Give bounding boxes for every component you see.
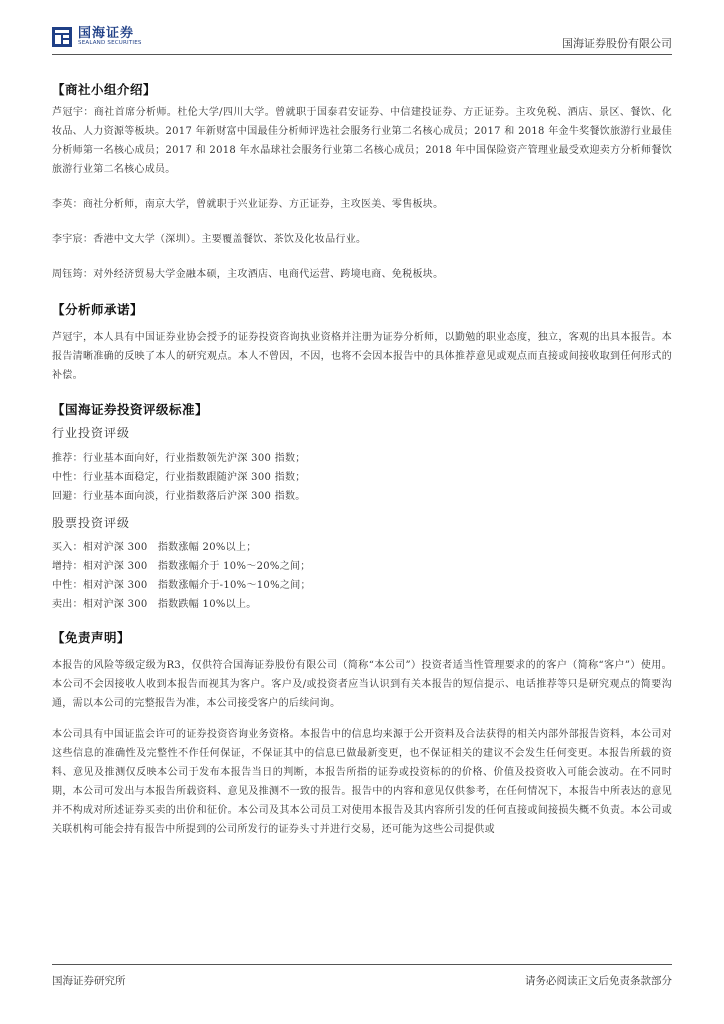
commitment-text: 芦冠宇，本人具有中国证券业协会授予的证券投资咨询执业资格并注册为证券分析师，以勤勉的职业态度，独立，客观的出具本报告。本报告清晰准确的反映了本人的研究观点。本人不曾因，不因，也将不会因本报告中的具体推荐意见或观点而直接或间接收取到任何形式的补偿。 (52, 332, 672, 381)
team-member-bio: 李宇宸：香港中文大学（深圳）。主要覆盖餐饮、茶饮及化妆品行业。 (52, 234, 367, 245)
team-member-bio: 李英：商社分析师，南京大学，曾就职于兴业证券、方正证券，主攻医美、零售板块。 (52, 199, 444, 210)
footer-institute: 国海证券研究所 (52, 975, 126, 987)
footer-disclaimer-note: 请务必阅读正文后免责条款部分 (525, 975, 672, 987)
logo-name-en: SEALAND SECURITIES (78, 40, 142, 47)
stock-rating-heading: 股票投资评级 (52, 516, 131, 530)
stock-rating-item: 增持：相对沪深 300 指数涨幅介于 10%～20%之间； (52, 561, 311, 572)
stock-rating-item: 卖出：相对沪深 300 指数跌幅 10%以上。 (52, 599, 257, 610)
team-section-title: 【商社小组介绍】 (52, 82, 157, 97)
industry-rating-heading: 行业投资评级 (52, 426, 131, 440)
disclaimer-paragraph: 本报告的风险等级定级为R3，仅供符合国海证券股份有限公司（简称“本公司”）投资者适当性管理要求的的客户（简称“客户”）使用。本公司不会因接收人收到本报告而视其为客户。客户及/或投资者应当认识到有关本报告的短信提示、电话推荐等只是研究观点的简要沟通，需以本公司的完整报告为准，本公司接受客户的后续问询。 (52, 660, 672, 709)
disclaimer-paragraph: 本公司具有中国证监会许可的证券投资咨询业务资格。本报告中的信息均来源于公开资料及合法获得的相关内部外部报告资料，本公司对这些信息的准确性及完整性不作任何保证，不保证其中的信息已做最新变更，也不保证相关的建议不会发生任何变更。本报告所载的资料、意见及推测仅反映本公司于发布本报告当日的判断，本报告所指的证券或投资标的的价格、价值及投资收入可能会波动。在不同时期，本公司可发出与本报告所载资料、意见及推测不一致的报告。报告中的内容和意见仅供参考，在任何情况下，本报告中所表达的意见并不构成对所述证券买卖的出价和征价。本公司及其本公司员工对使用本报告及其内容所引发的任何直接或间接损失概不负责。本公司或关联机构可能会持有报告中所提到的公司所发行的证券头寸并进行交易，还可能为这些公司提供或 (52, 729, 672, 835)
commitment-section-title: 【分析师承诺】 (52, 302, 144, 317)
company-logo (52, 26, 142, 48)
stock-rating-item: 买入：相对沪深 300 指数涨幅 20%以上； (52, 542, 257, 553)
header-divider (52, 54, 672, 55)
disclaimer-section-title: 【免责声明】 (52, 630, 131, 645)
rating-section-title: 【国海证券投资评级标准】 (52, 402, 209, 417)
industry-rating-item: 中性：行业基本面稳定，行业指数跟随沪深 300 指数； (52, 472, 306, 483)
industry-rating-item: 回避：行业基本面向淡，行业指数落后沪深 300 指数。 (52, 491, 306, 502)
footer-divider (52, 964, 672, 965)
industry-rating-item: 推荐：行业基本面向好，行业指数领先沪深 300 指数； (52, 453, 306, 464)
header-company-name: 国海证券股份有限公司 (562, 37, 672, 50)
team-member-bio: 周钰筠：对外经济贸易大学金融本硕，主攻酒店、电商代运营、跨境电商、免税板块。 (52, 269, 444, 280)
team-member-bio: 芦冠宇：商社首席分析师。杜伦大学/四川大学。曾就职于国泰君安证券、中信建投证券、方正证券。主攻免税、酒店、景区、餐饮、化妆品、人力资源等板块。2017 年新财富中国最佳分析师评选社会服务行业第二名核心成员；2017 和 2018 年金牛奖餐饮旅游行业最佳分析师第一名核心成员；2017 和 2018 年水晶球社会服务行业第二名核心成员；2018 年中国保险资产管理业最受欢迎卖方分析师餐饮旅游行业第二名核心成员。 (52, 107, 672, 175)
logo-mark-icon (52, 26, 74, 48)
stock-rating-item: 中性：相对沪深 300 指数涨幅介于-10%～10%之间； (52, 580, 311, 591)
page-content (52, 80, 672, 839)
page-header (52, 26, 672, 54)
logo-name-cn: 国海证券 (78, 26, 135, 42)
